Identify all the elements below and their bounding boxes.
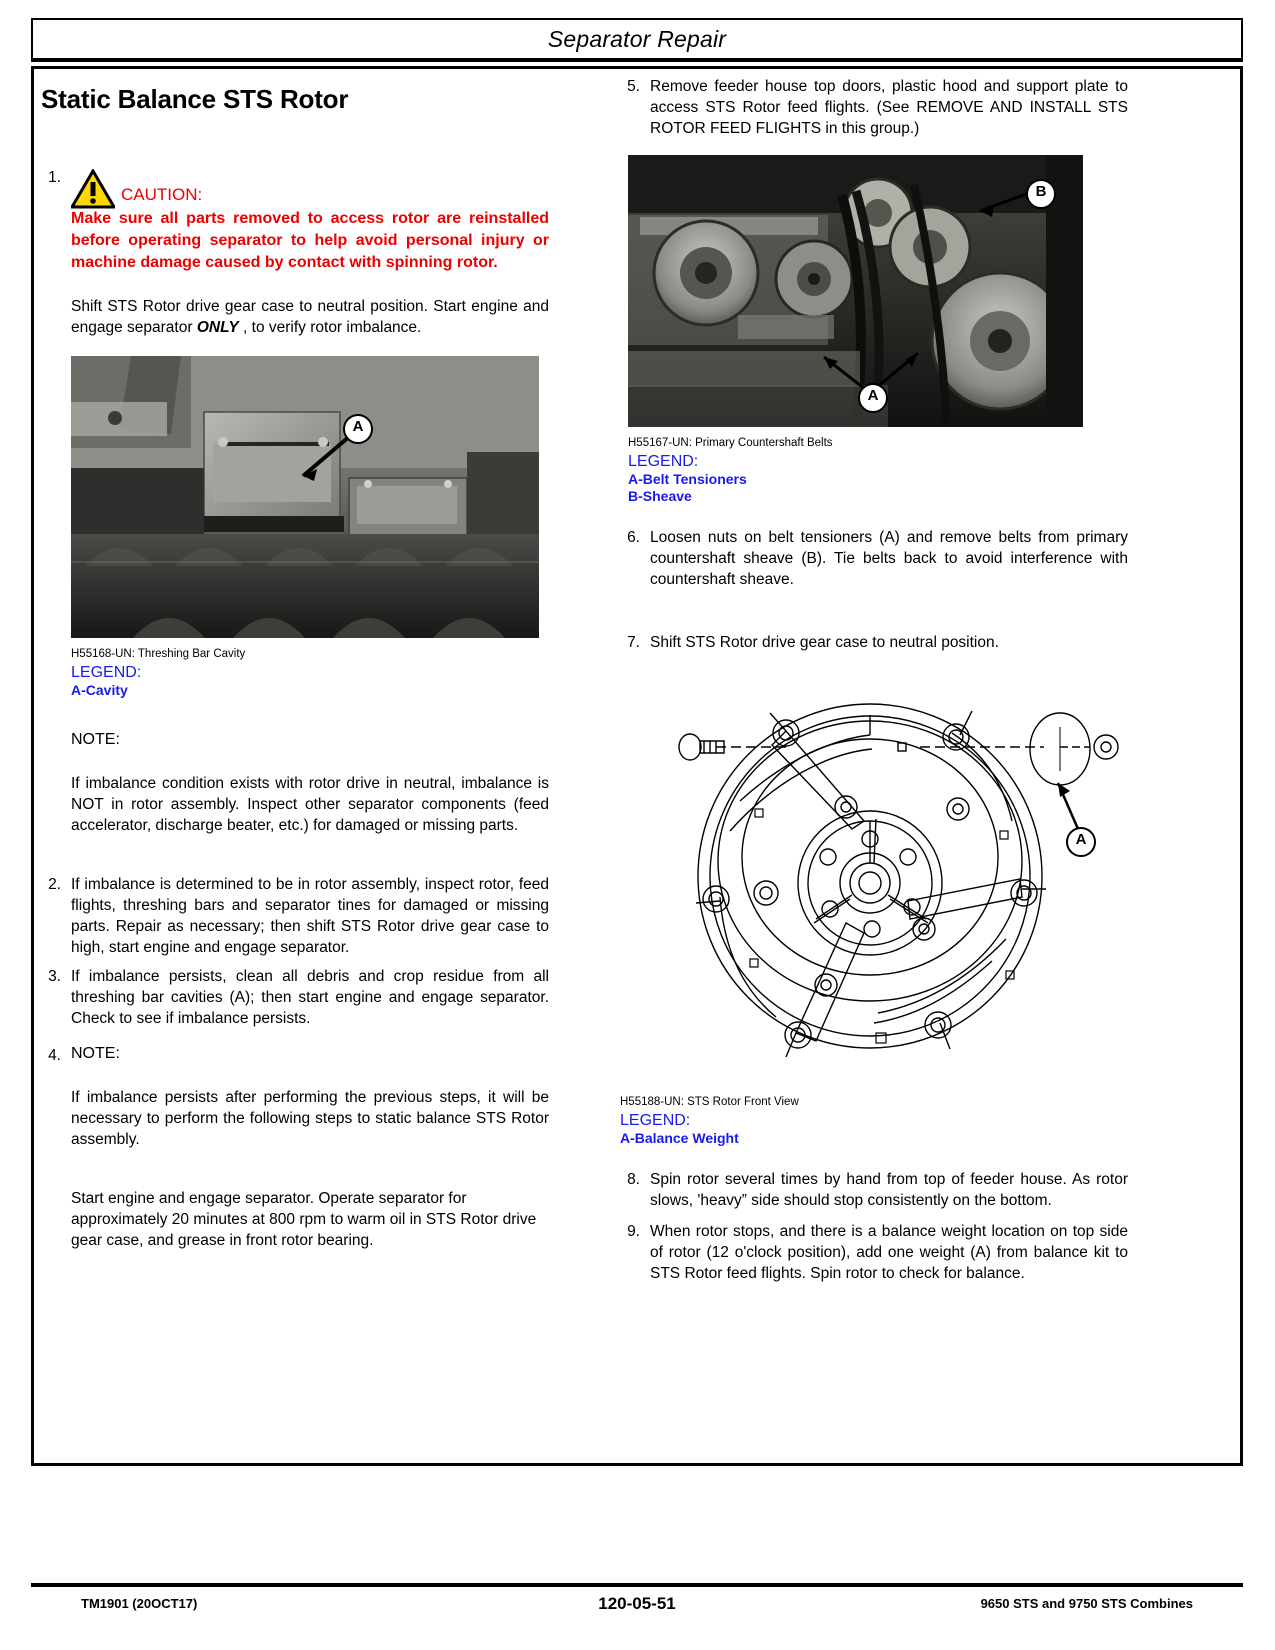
note-block-1	[71, 731, 549, 836]
figure-3-legend-item-a: A-Balance Weight	[620, 1130, 739, 1146]
step-4-subparagraph	[71, 1188, 549, 1251]
header-divider-rule	[31, 58, 1243, 62]
drawing-sts-rotor-front-view	[620, 661, 1120, 1081]
step-6-text: Loosen nuts on belt tensioners (A) and remove belts from primary countershaft sheave (B). Tie belts back to avoid interference with countershaft sheave.	[650, 529, 1128, 588]
step-4-note-label: NOTE:	[71, 1045, 120, 1062]
footer-model-info: 9650 STS and 9750 STS Combines	[980, 1596, 1193, 1611]
photo-threshing-bar-cavity	[71, 356, 539, 638]
figure-3-legend-heading: LEGEND:	[620, 1112, 691, 1129]
photo-primary-countershaft-belts-image	[628, 155, 1083, 427]
photo-callout-a: A	[858, 383, 888, 413]
figure-3-caption: H55188-UN: STS Rotor Front View	[620, 1096, 799, 1108]
caution-header	[71, 167, 549, 207]
step-1-text-pre: Shift STS Rotor drive gear case to neutral position. Start engine and engage separator	[71, 298, 549, 336]
step-1-subparagraph	[71, 296, 549, 338]
warning-triangle-icon	[71, 169, 115, 209]
footer-page-number: 120-05-51	[598, 1594, 676, 1613]
figure-2-legend-item-a: A-Belt Tensioners	[628, 471, 747, 487]
figure-1-caption: H55168-UN: Threshing Bar Cavity	[71, 648, 246, 660]
figure-2-caption: H55167-UN: Primary Countershaft Belts	[628, 437, 833, 449]
photo-callout-b: B	[1026, 179, 1056, 209]
step-5	[620, 76, 1128, 139]
step-4	[41, 1045, 549, 1150]
step-1-body	[71, 167, 549, 274]
page-footer	[31, 1596, 1243, 1620]
caution-label: CAUTION:	[121, 185, 203, 204]
step-4-subparagraph-text: Start engine and engage separator. Operate separator for approximately 20 minutes at 800 rpm to warm oil in STS Rotor drive gear case, and grease in front rotor bearing.	[71, 1190, 537, 1249]
step-9-number: 9.	[627, 1223, 640, 1240]
footer-divider-rule	[31, 1583, 1243, 1587]
step-8-body	[650, 1169, 1128, 1211]
figure-1-legend-item-a: A-Cavity	[71, 682, 128, 698]
step-3-number: 3.	[48, 968, 61, 985]
right-column	[620, 76, 1128, 1284]
figure-2-legend-heading: LEGEND:	[628, 453, 699, 470]
step-7-body	[650, 632, 1128, 653]
page-header	[31, 18, 1243, 60]
step-5-number: 5.	[627, 78, 640, 95]
figure-2-legend-item-b: B-Sheave	[628, 488, 692, 504]
step-5-text: Remove feeder house top doors, plastic hood and support plate to access STS Rotor feed flights. (See REMOVE AND INSTALL STS ROTOR FEED FLIGHTS in this group.)	[650, 78, 1128, 137]
caution-text: Make sure all parts removed to access rotor are reinstalled before operating separator to help avoid personal injury or machine damage caused by contact with spinning rotor.	[71, 210, 549, 271]
left-column	[41, 76, 549, 1251]
footer-manual-number: TM1901 (20OCT17)	[81, 1596, 198, 1611]
step-9	[620, 1221, 1128, 1284]
step-2-text: If imbalance is determined to be in rotor assembly, inspect rotor, feed flights, threshing bars and separator tines for damaged or missing parts. Repair as necessary; then shift STS Rotor drive gear case to high, start engine and engage separator.	[71, 876, 549, 956]
step-7-number: 7.	[627, 634, 640, 651]
drawing-callout-a: A	[1066, 827, 1096, 857]
drawing-sts-rotor-image	[620, 661, 1120, 1081]
step-6-number: 6.	[627, 529, 640, 546]
page-header-title: Separator Repair	[547, 26, 727, 52]
note-1-text: If imbalance condition exists with rotor drive in neutral, imbalance is NOT in rotor assembly. Inspect other separator components (feed accelerator, discharge beater, etc.) for damaged or missing parts.	[71, 775, 549, 834]
step-5-body	[650, 76, 1128, 139]
figure-sts-rotor-front-view	[620, 661, 1128, 1147]
step-3-body	[71, 966, 549, 1029]
step-1-text-post: , to verify rotor imbalance.	[238, 319, 422, 336]
photo-threshing-bar-cavity-image	[71, 356, 539, 638]
step-9-body	[650, 1221, 1128, 1284]
step-8-number: 8.	[627, 1171, 640, 1188]
step-9-text: When rotor stops, and there is a balance weight location on top side of rotor (12 o'clock position), add one weight (A) from balance kit to STS Rotor feed flights. Spin rotor to check for balance.	[650, 1223, 1128, 1282]
step-8-text: Spin rotor several times by hand from top of feeder house. As rotor slows, 'heavy” side should stop consistently on the bottom.	[650, 1171, 1128, 1209]
step-7	[620, 632, 1128, 653]
photo-callout-a: A	[343, 414, 373, 444]
note-1-label: NOTE:	[71, 731, 120, 748]
step-1	[41, 167, 549, 274]
step-1-number: 1.	[48, 169, 61, 186]
step-1-subparagraph-text	[71, 296, 549, 338]
step-3-text: If imbalance persists, clean all debris and crop residue from all threshing bar cavities (A); then start engine and engage separator. Check to see if imbalance persists.	[71, 968, 549, 1027]
step-2	[41, 874, 549, 958]
photo-primary-countershaft-belts	[628, 155, 1083, 427]
figure-primary-countershaft-belts	[628, 155, 1128, 505]
step-1-text-emphasis: ONLY	[196, 319, 239, 336]
step-8	[620, 1169, 1128, 1211]
step-4-note-text: If imbalance persists after performing the previous steps, it will be necessary to perform the following steps to static balance STS Rotor assembly.	[71, 1089, 549, 1148]
figure-1-legend-heading: LEGEND:	[71, 664, 142, 681]
step-3	[41, 966, 549, 1029]
step-4-body	[71, 1045, 549, 1150]
figure-threshing-bar-cavity	[71, 356, 549, 699]
page-title: Static Balance STS Rotor	[41, 84, 349, 114]
step-2-body	[71, 874, 549, 958]
step-6	[620, 527, 1128, 590]
step-6-body	[650, 527, 1128, 590]
step-7-text: Shift STS Rotor drive gear case to neutral position.	[650, 634, 999, 651]
step-2-number: 2.	[48, 876, 61, 893]
step-4-number: 4.	[48, 1047, 61, 1064]
